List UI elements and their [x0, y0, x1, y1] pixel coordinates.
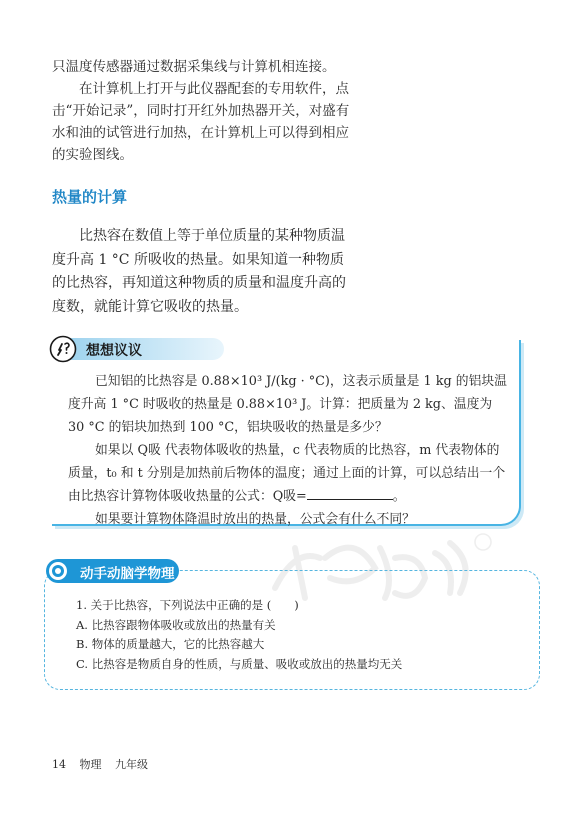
think-question-3: 如果要计算物体降温时放出的热量，公式会有什么不同？: [95, 512, 415, 527]
think-content: [68, 370, 508, 531]
intro-paragraph: 在计算机上打开与此仪器配套的专用软件，点击“开始记录”，同时打开红外加热器开关，对盛有水和油的试管进行加热，在计算机上可以得到相应的实验图线。: [52, 81, 350, 163]
section-heading: 热量的计算: [52, 188, 128, 206]
answer-option-b[interactable]: B. 物体的质量越大，它的比热容越大: [76, 637, 265, 651]
page-number: 14: [52, 758, 66, 771]
think-formula-text: 如果以 Q吸 代表物体吸收的热量，c 代表物质的比热容，m 代表物体的质量，t₀ 和 t 分别是加热前后物体的温度；通过上面的计算，可以总结出一个由比热容计算物体吸收热量的公式：Q吸=: [68, 443, 506, 504]
grade-label: 九年级: [115, 758, 148, 771]
page-footer: [52, 756, 158, 772]
think-title: 想想议议: [86, 343, 142, 359]
section-body: 比热容在数值上等于单位质量的某种物质温度升高 1 °C 所吸收的热量。如果知道一种物质的比热容，再知道这种物质的质量和温度升高的度数，就能计算它吸收的热量。: [52, 228, 346, 315]
answer-option-a[interactable]: A. 比热容跟物体吸收或放出的热量有关: [76, 617, 276, 632]
answer-blank[interactable]: [307, 487, 393, 500]
activity-title: 动手动脑学物理: [80, 566, 175, 582]
think-question-1: 已知铝的比热容是 0.88×10³ J/(kg · °C)，这表示质量是 1 kg 的铝块温度升高 1 °C 时吸收的热量是 0.88×10³ J。计算：把质量为 2 kg、温度为 30 °C 的铝块加热到 100 °C，铝块吸收的热量是多少？: [68, 374, 507, 435]
activity-question: 1. 关于比热容，下列说法中正确的是 ( ): [76, 598, 299, 612]
think-question-2: [68, 439, 508, 508]
answer-option-c[interactable]: C. 比热容是物质自身的性质，与质量、吸收或放出的热量均无关: [76, 656, 403, 671]
activity-list: [76, 596, 516, 674]
think-formula-end: 。: [392, 489, 406, 504]
intro-line: 只温度传感器通过数据采集线与计算机相连接。: [52, 59, 336, 75]
subject-label: 物理: [79, 758, 102, 771]
target-circle-icon: [48, 561, 68, 581]
lightbulb-question-icon: [49, 335, 77, 363]
